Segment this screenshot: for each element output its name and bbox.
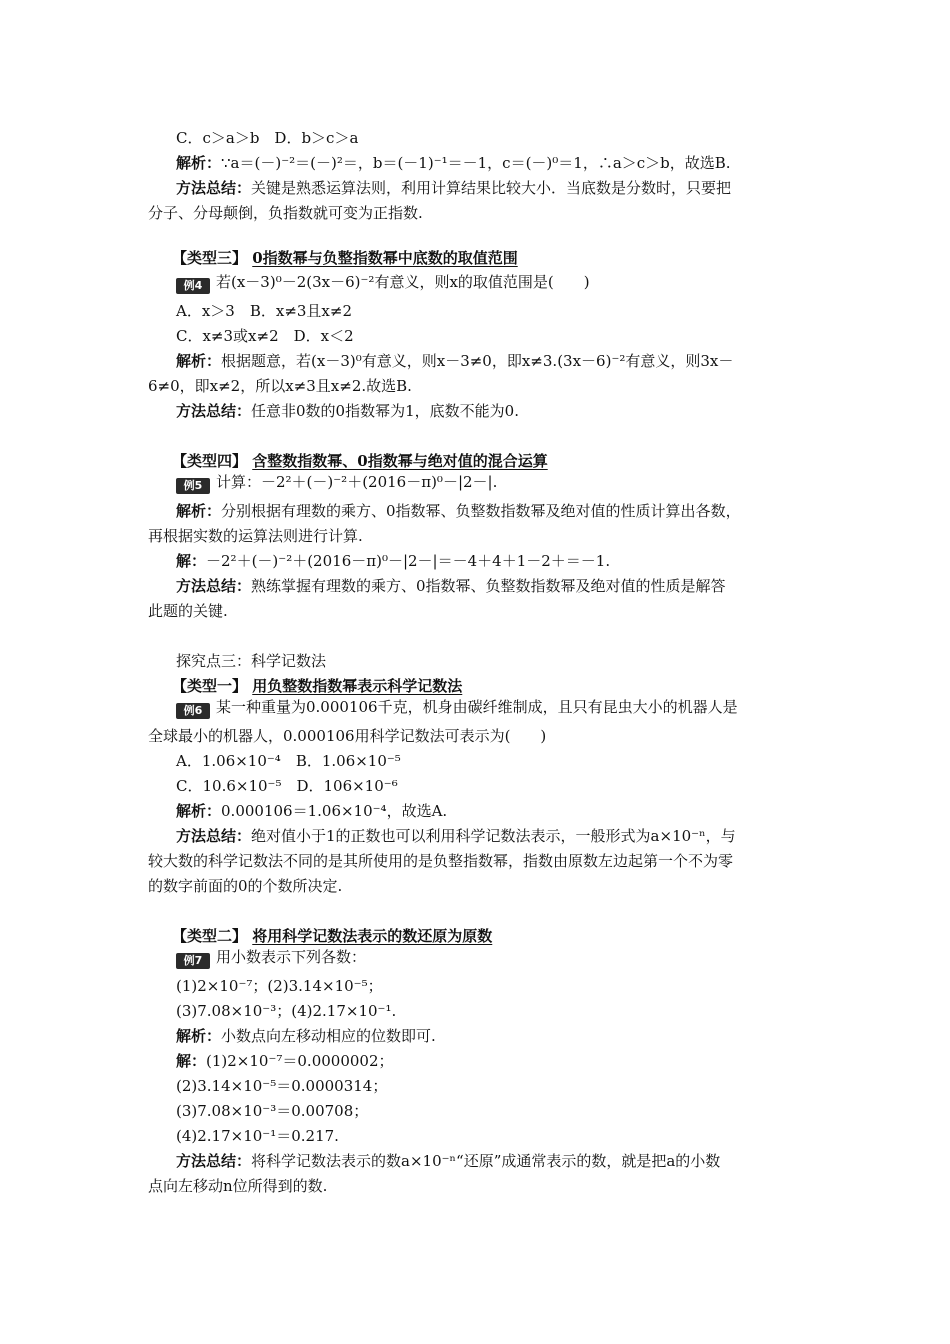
example-badge: 例7 — [176, 953, 210, 969]
type-heading: 【类型三】 0指数幂与负整指数幂中底数的取值范围 — [172, 249, 518, 267]
option-line: A．1.06×10⁻⁴ B．1.06×10⁻⁵ — [176, 752, 401, 770]
text-line: 6≠0，即x≠2，所以x≠3且x≠2.故选B. — [148, 377, 412, 395]
analysis-line: 解析：分别根据有理数的乘方、0指数幂、负整数指数幂及绝对值的性质计算出各数， — [176, 502, 741, 520]
method-summary-line: 方法总结：任意非0数的0指数幂为1，底数不能为0. — [176, 402, 519, 420]
method-summary-line: 方法总结：将科学记数法表示的数a×10⁻ⁿ“还原”成通常表示的数，就是把a的小数 — [176, 1152, 721, 1170]
example-line: 例5 计算：－2²＋(－)⁻²＋(2016－π)⁰－|2－|. — [176, 472, 497, 494]
list-item: (3)7.08×10⁻³；(4)2.17×10⁻¹. — [176, 1002, 397, 1020]
text-line: 全球最小的机器人，0.000106用科学记数法可表示为( ) — [148, 727, 547, 745]
analysis-line: 解析：小数点向左移动相应的位数即可. — [176, 1027, 436, 1045]
example-badge: 例5 — [176, 478, 210, 494]
analysis-line: 解析：0.000106＝1.06×10⁻⁴，故选A. — [176, 802, 448, 820]
method-summary-line: 方法总结：绝对值小于1的正数也可以利用科学记数法表示，一般形式为a×10⁻ⁿ，与 — [176, 827, 736, 845]
example-line: 例6 某一种重量为0.000106千克，机身由碳纤维制成，且只有昆虫大小的机器人是 — [176, 697, 738, 719]
text-line: 较大数的科学记数法不同的是其所使用的是负整指数幂，指数由原数左边起第一个不为零 — [148, 852, 734, 870]
option-line: A．x＞3 B．x≠3且x≠2 — [176, 302, 353, 320]
list-item: (1)2×10⁻⁷；(2)3.14×10⁻⁵； — [176, 977, 383, 995]
text-line: 点向左移动n位所得到的数. — [148, 1177, 328, 1195]
option-line: C．10.6×10⁻⁵ D．106×10⁻⁶ — [176, 777, 398, 795]
list-item: (4)2.17×10⁻¹＝0.217. — [176, 1127, 339, 1145]
example-badge: 例6 — [176, 703, 210, 719]
solution-line: 解：－2²＋(－)⁻²＋(2016－π)⁰－|2－|＝－4＋4＋1－2＋＝－1. — [176, 552, 611, 570]
example-line: 例4 若(x－3)⁰－2(3x－6)⁻²有意义，则x的取值范围是( ) — [176, 272, 590, 294]
type-heading: 【类型四】 含整数指数幂、0指数幂与绝对值的混合运算 — [172, 452, 548, 470]
solution-line: 解：(1)2×10⁻⁷＝0.0000002； — [176, 1052, 394, 1070]
list-item: (2)3.14×10⁻⁵＝0.0000314； — [176, 1077, 388, 1095]
analysis-line: 解析：根据题意，若(x－3)⁰有意义，则x－3≠0，即x≠3.(3x－6)⁻²有意义，则3x－ — [176, 352, 734, 370]
type-heading: 【类型一】 用负整数指数幂表示科学记数法 — [172, 677, 463, 695]
section-heading: 探究点三：科学记数法 — [176, 652, 327, 670]
option-line: C．x≠3或x≠2 D．x＜2 — [176, 327, 354, 345]
example-badge: 例4 — [176, 278, 210, 294]
type-heading: 【类型二】 将用科学记数法表示的数还原为原数 — [172, 927, 493, 945]
text-line: 的数字前面的0的个数所决定. — [148, 877, 343, 895]
list-item: (3)7.08×10⁻³＝0.00708； — [176, 1102, 369, 1120]
text-line: 分子、分母颠倒，负指数就可变为正指数. — [148, 204, 423, 222]
analysis-line: 解析：∵a＝(－)⁻²＝(－)²＝，b＝(－1)⁻¹＝－1，c＝(－)⁰＝1，∴a＞c＞b，故选B. — [176, 154, 731, 172]
example-line: 例7 用小数表示下列各数： — [176, 947, 366, 969]
method-summary-line: 方法总结：关键是熟悉运算法则，利用计算结果比较大小．当底数是分数时，只要把 — [176, 179, 732, 197]
method-summary-line: 方法总结：熟练掌握有理数的乘方、0指数幂、负整数指数幂及绝对值的性质是解答 — [176, 577, 726, 595]
text-line: 此题的关键. — [148, 602, 228, 620]
text-line: 再根据实数的运算法则进行计算. — [148, 527, 363, 545]
option-line: C．c＞a＞b D．b＞c＞a — [176, 129, 359, 147]
